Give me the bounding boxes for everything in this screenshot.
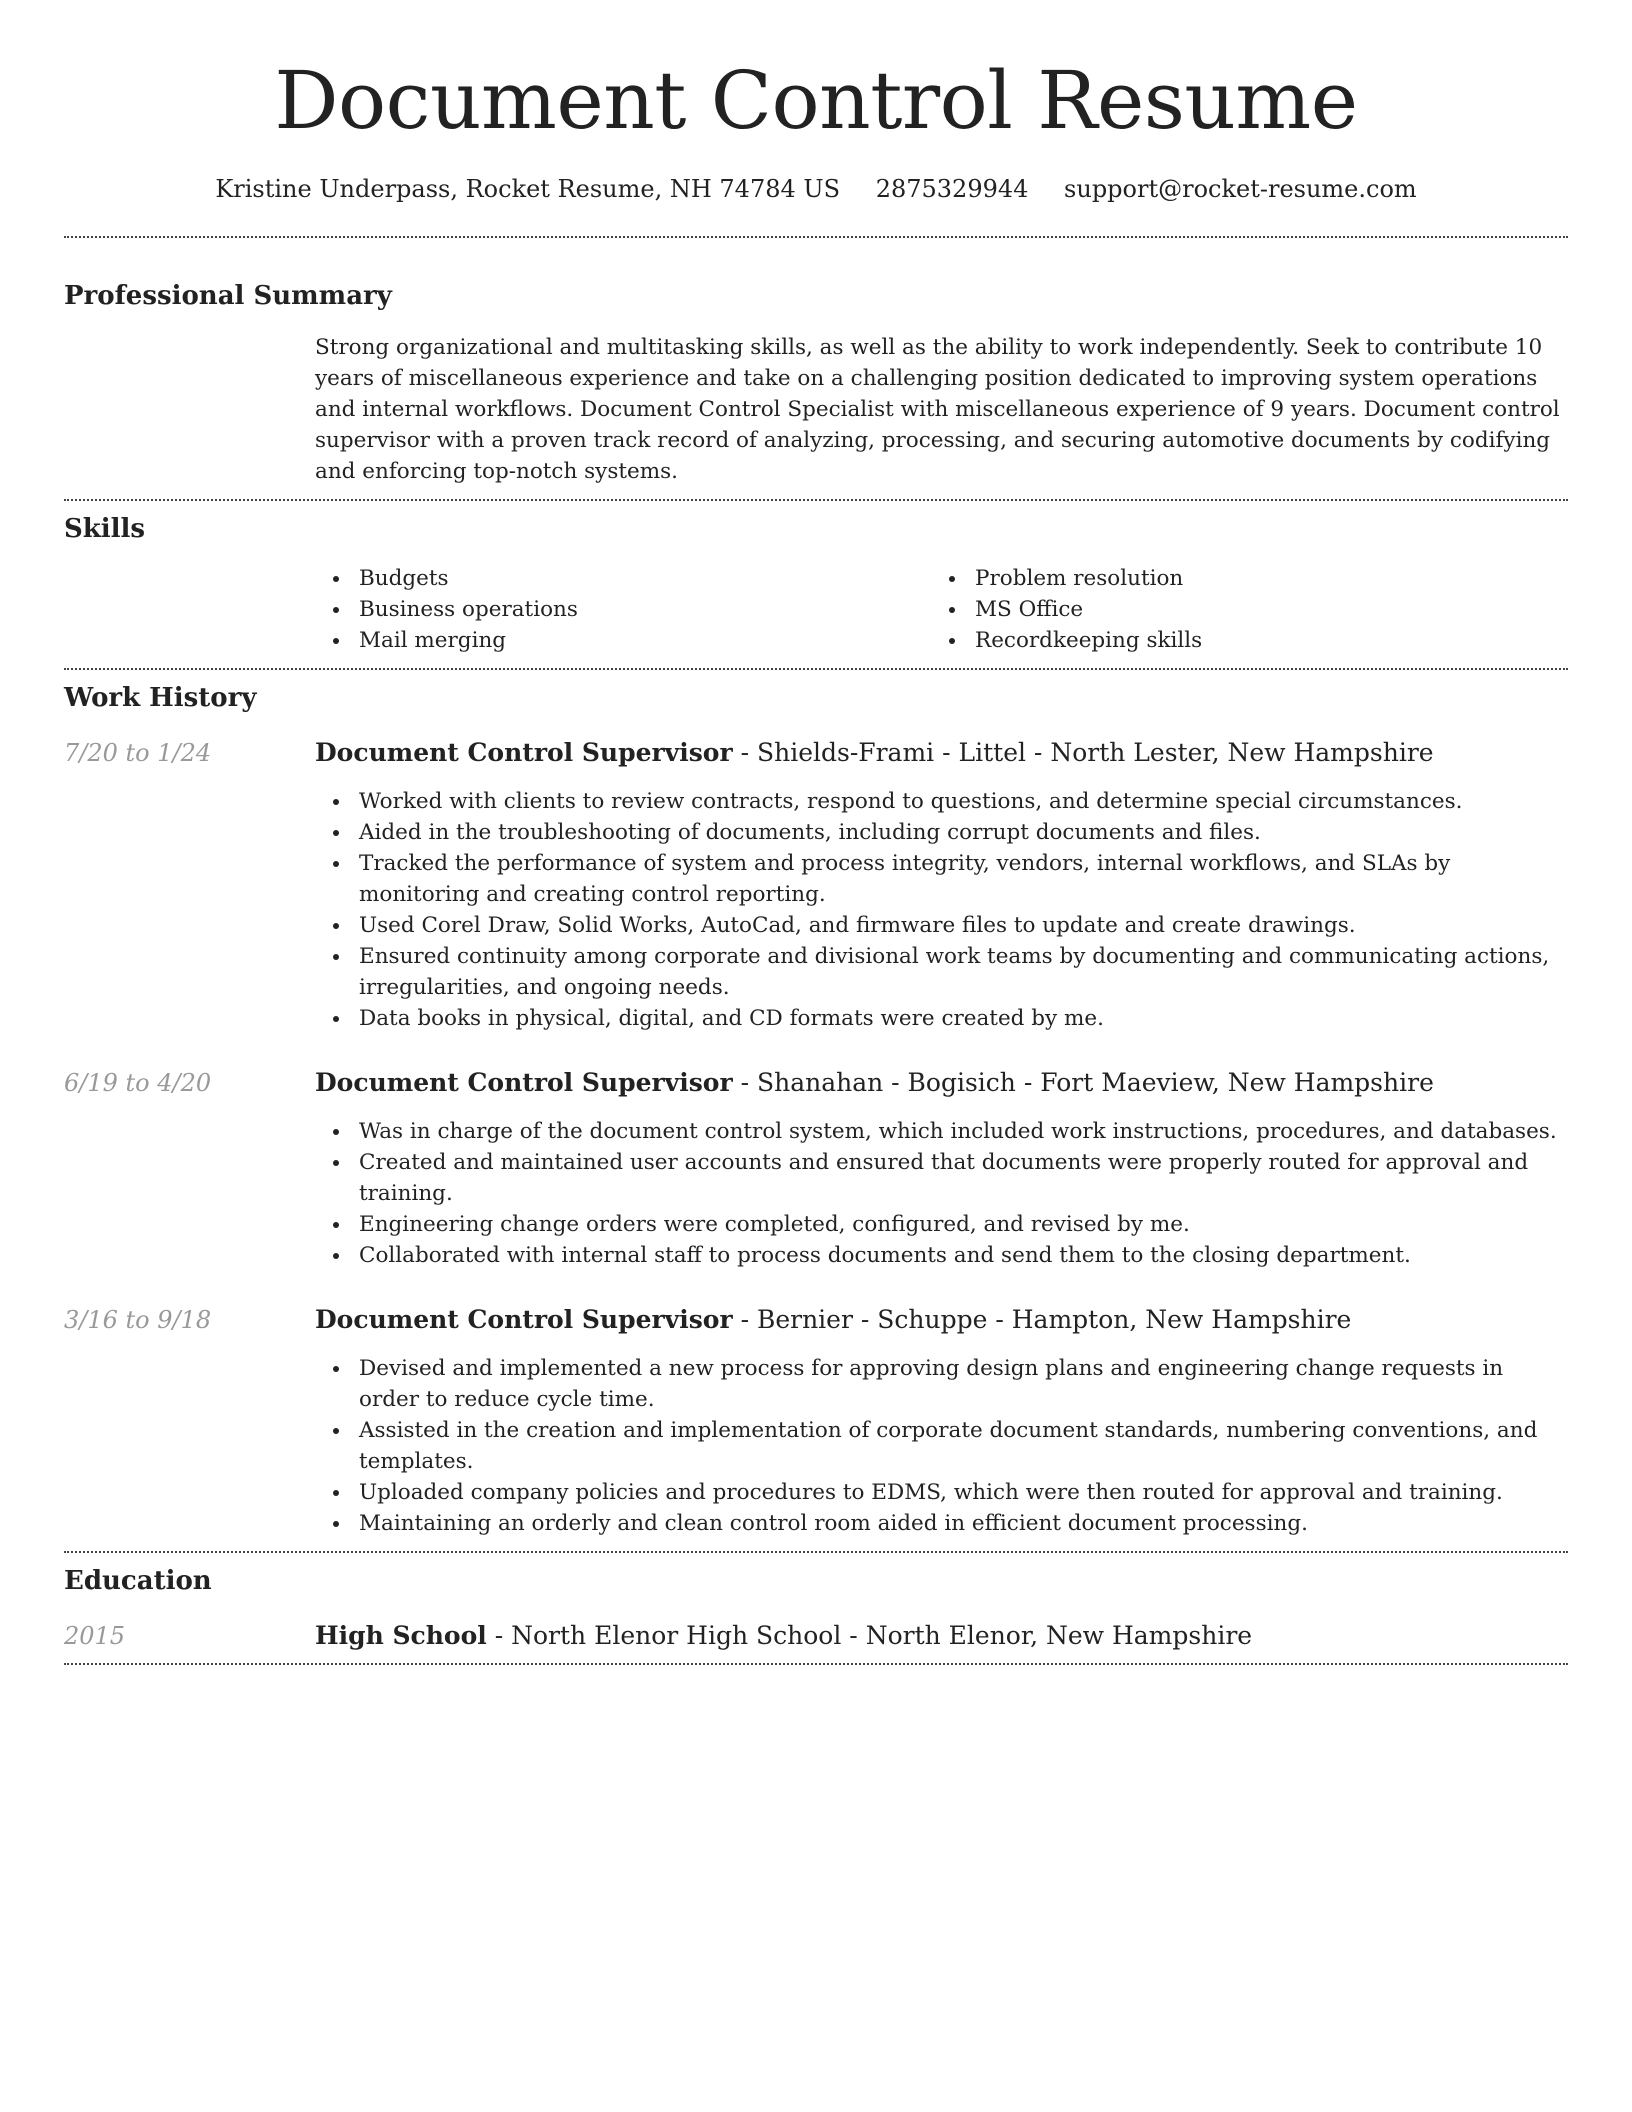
job-bullet: Was in charge of the document control system, which included work instructions, procedures, and databases. <box>315 1116 1568 1147</box>
skills-section <box>64 513 1568 656</box>
job-details: - Bernier - Schuppe - Hampton, New Hampshire <box>732 1305 1352 1334</box>
job-dates: 3/16 to 9/18 <box>64 1306 212 1334</box>
job-title: Document Control Supervisor <box>315 1068 733 1097</box>
job-bullet: Uploaded company policies and procedures to EDMS, which were then routed for approval and training. <box>315 1477 1568 1508</box>
job-bullet: Tracked the performance of system and process integrity, vendors, internal workflows, and SLAs by monitoring and creating control reporting. <box>315 848 1568 910</box>
job-dates: 6/19 to 4/20 <box>64 1069 212 1097</box>
job-body <box>315 738 1568 1034</box>
job-details: - Shields-Frami - Littel - North Lester, New Hampshire <box>732 738 1434 767</box>
skill-item: Budgets <box>315 563 931 594</box>
section-heading-education: Education <box>64 1566 212 1596</box>
contact-address: Kristine Underpass, Rocket Resume, NH 74784 US <box>215 175 841 203</box>
job-entry <box>64 1068 1568 1271</box>
job-body <box>315 1305 1568 1539</box>
skills-column-right <box>931 563 1547 656</box>
skills-grid <box>315 563 1568 656</box>
job-bullet: Used Corel Draw, Solid Works, AutoCad, and firmware files to update and create drawings. <box>315 910 1568 941</box>
job-bullet: Aided in the troubleshooting of documents, including corrupt documents and files. <box>315 817 1568 848</box>
section-heading-summary: Professional Summary <box>64 281 392 311</box>
job-entry <box>64 738 1568 1034</box>
divider <box>64 1663 1568 1665</box>
education-line <box>315 1621 1568 1651</box>
section-heading-skills: Skills <box>64 514 146 544</box>
education-details: - North Elenor High School - North Elenor, New Hampshire <box>486 1621 1253 1650</box>
divider <box>64 1551 1568 1553</box>
section-heading-work-history: Work History <box>64 683 257 713</box>
education-year: 2015 <box>64 1622 126 1650</box>
job-entry <box>64 1305 1568 1539</box>
job-title-line <box>315 1305 1568 1335</box>
job-bullet: Ensured continuity among corporate and divisional work teams by documenting and communicating actions, irregularities, and ongoing needs. <box>315 941 1568 1003</box>
job-bullet: Devised and implemented a new process for approving design plans and engineering change requests in order to reduce cycle time. <box>315 1353 1568 1415</box>
contact-phone: 2875329944 <box>875 175 1029 203</box>
contact-line <box>64 174 1568 204</box>
education-body <box>315 1621 1568 1651</box>
job-title-line <box>315 1068 1568 1098</box>
skill-item: Business operations <box>315 594 931 625</box>
job-body <box>315 1068 1568 1271</box>
job-details: - Shanahan - Bogisich - Fort Maeview, New Hampshire <box>732 1068 1434 1097</box>
job-bullets <box>315 786 1568 1034</box>
divider <box>64 499 1568 501</box>
education-section <box>64 1565 1568 1651</box>
work-history-section <box>64 682 1568 1539</box>
skills-column-left <box>315 563 931 656</box>
professional-summary-section <box>64 280 1568 487</box>
skill-item: Recordkeeping skills <box>931 625 1547 656</box>
divider <box>64 668 1568 670</box>
job-dates: 7/20 to 1/24 <box>64 739 212 767</box>
education-degree: High School <box>315 1621 487 1650</box>
job-bullet: Engineering change orders were completed, configured, and revised by me. <box>315 1209 1568 1240</box>
job-bullets <box>315 1116 1568 1271</box>
job-bullets <box>315 1353 1568 1539</box>
job-title-line <box>315 738 1568 768</box>
skill-item: Mail merging <box>315 625 931 656</box>
job-title: Document Control Supervisor <box>315 1305 733 1334</box>
job-bullet: Assisted in the creation and implementation of corporate document standards, numbering conventions, and templates. <box>315 1415 1568 1477</box>
summary-text: Strong organizational and multitasking skills, as well as the ability to work independently. Seek to contribute 10 years of miscellaneous experience and take on a challenging position dedicated to improving system operations and internal workflows. Document Control Specialist with miscellaneous experience of 9 years. Document control supervisor with a proven track record of analyzing, processing, and securing automotive documents by codifying and enforcing top-notch systems. <box>315 335 1560 484</box>
job-bullet: Collaborated with internal staff to process documents and send them to the closing department. <box>315 1240 1568 1271</box>
skill-item: MS Office <box>931 594 1547 625</box>
job-bullet: Worked with clients to review contracts, respond to questions, and determine special circumstances. <box>315 786 1568 817</box>
job-bullet: Created and maintained user accounts and ensured that documents were properly routed for approval and training. <box>315 1147 1568 1209</box>
resume-title: Document Control Resume <box>274 54 1358 147</box>
skill-item: Problem resolution <box>931 563 1547 594</box>
divider <box>64 236 1568 238</box>
job-bullet: Data books in physical, digital, and CD formats were created by me. <box>315 1003 1568 1034</box>
education-entry <box>64 1621 1568 1651</box>
job-title: Document Control Supervisor <box>315 738 733 767</box>
contact-email: support@rocket-resume.com <box>1064 175 1417 203</box>
job-bullet: Maintaining an orderly and clean control room aided in efficient document processing. <box>315 1508 1568 1539</box>
